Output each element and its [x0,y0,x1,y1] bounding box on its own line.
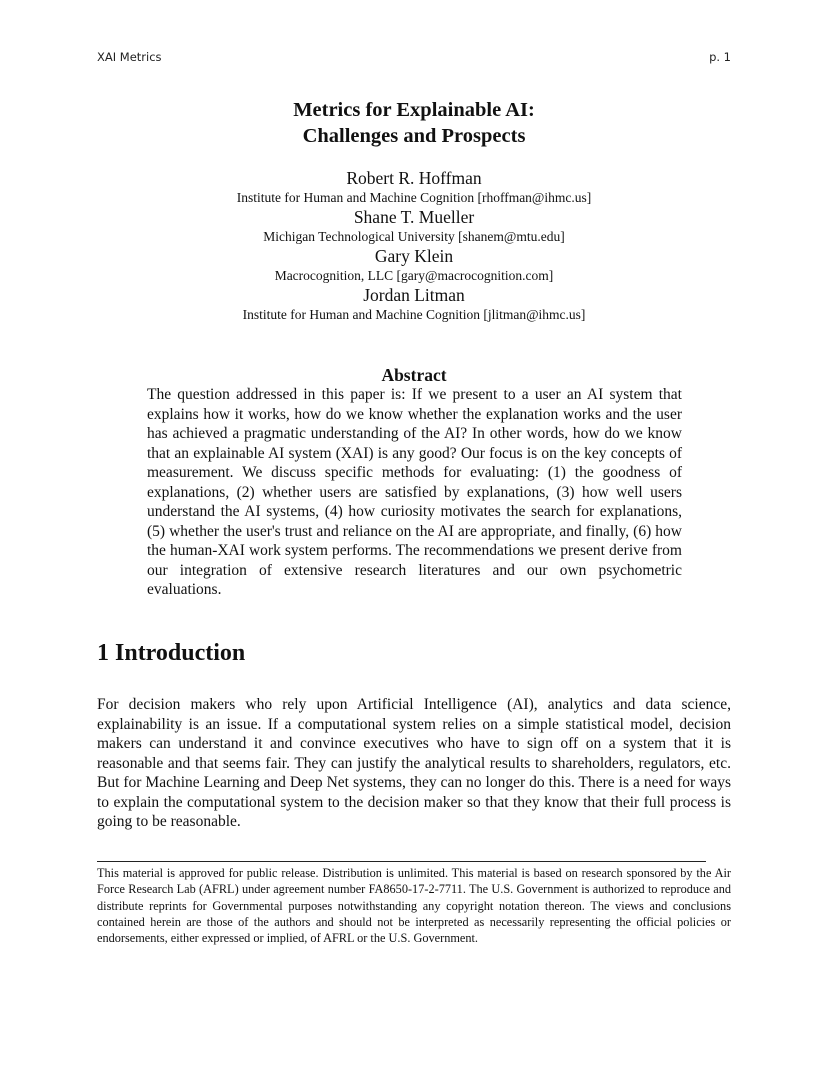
author-name: Robert R. Hoffman [346,168,482,188]
footnote-divider [97,861,706,862]
abstract-heading: Abstract [381,365,447,385]
author-affiliation: Michigan Technological University [shanem@mtu.edu] [263,229,565,244]
paper-title-line-2: Challenges and Prospects [302,125,526,147]
author-affiliation: Macrocognition, LLC [gary@macrocognition.com] [274,268,554,283]
running-header-title: XAI Metrics [97,50,162,64]
author-name: Shane T. Mueller [353,207,475,227]
paper-title-line-1: Metrics for Explainable AI: [293,99,535,121]
paper-title [0,97,828,149]
author-block [0,168,828,324]
author-name: Gary Klein [374,246,454,266]
abstract-body: The question addressed in this paper is: If we present to a user an AI system that explains how it works, how do we know whether the explanation works and the user has achieved a pragmatic understanding of the AI? In other words, how do we know that an explainable AI system (XAI) is any good? Our focus is on the key concepts of measurement. We discuss specific methods for evaluating: (1) the goodness of explanations, (2) whether users are satisfied by explanations, (3) how well users understand the AI systems, (4) how curiosity motivates the search for explanations, (5) whether the user's trust and reliance on the AI are appropriate, and finally, (6) how the human-XAI work system performs. The recommendations we present derive from our integration of extensive research literatures and our own psychometric evaluations. [147,386,682,598]
introduction-paragraph: For decision makers who rely upon Artificial Intelligence (AI), analytics and data science, explainability is an issue. If a computational system relies on a simple statistical model, decision makers can understand it and convince executives who have to sign off on a system that it is reasonable and that seems fair. They can justify the analytical results to shareholders, regulators, etc. But for Machine Learning and Deep Net systems, they can no longer do this. There is a need for ways to explain the computational system to the decision maker so that they know that their full process is going to be reasonable. [97,696,731,830]
author-name: Jordan Litman [363,285,465,305]
footnote: This material is approved for public release. Distribution is unlimited. This material is based on research sponsored by the Air Force Research Lab (AFRL) under agreement number FA8650-17-2-7711. The U.S. Government is authorized to reproduce and distribute reprints for Governmental purposes notwithstanding any copyright notation thereon. The views and conclusions contained herein are those of the authors and should not be interpreted as necessarily representing the official policies or endorsements, either expressed or implied, of AFRL or the U.S. Government. [97,866,731,946]
author-affiliation: Institute for Human and Machine Cognition [rhoffman@ihmc.us] [236,190,592,205]
author-affiliation: Institute for Human and Machine Cognition [jlitman@ihmc.us] [242,307,586,322]
running-header [97,50,731,64]
page-number: p. 1 [709,50,731,64]
section-heading-introduction: 1 Introduction [97,640,246,666]
